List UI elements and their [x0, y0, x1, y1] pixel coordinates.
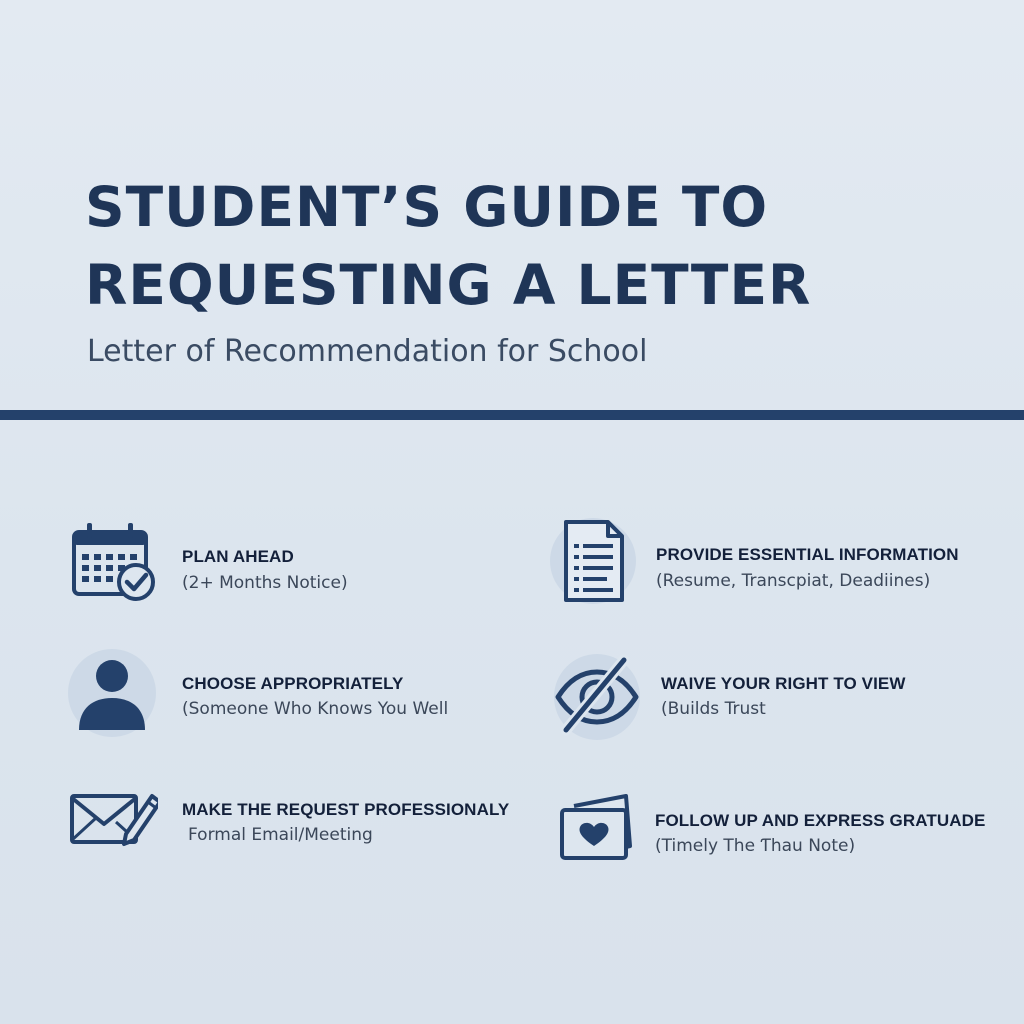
- calendar-check-icon: [66, 518, 156, 608]
- tip-subtitle: (Timely The Ƭhau Note): [655, 836, 856, 856]
- page-title-line-1: STUDENT’S GUIDE TO: [85, 175, 769, 239]
- envelope-pen-icon: [68, 778, 158, 868]
- tip-title: CHOOSE APPROPRIATELY: [182, 674, 404, 693]
- tip-title: PROVIDE ESSENTIAL INFORMATION: [656, 545, 959, 564]
- heart-card-icon: [552, 788, 642, 878]
- page-subtitle: Letter of Recommendation for School: [87, 334, 648, 369]
- tip-subtitle: (Someone Who Knows You Well: [182, 699, 449, 719]
- tip-title: WAIVE YOUR RIGHT TO VIEW: [661, 674, 906, 693]
- tip-title: MAKE THE REQUEST PROFESSIONALY: [182, 800, 510, 819]
- page-title: [85, 168, 811, 324]
- tip-title: FOLLOW UP AND EXPRESS GRATUADE: [655, 811, 986, 830]
- tip-subtitle: (2+ Months Notice): [182, 573, 348, 593]
- page-title-line-2: REQUESTING A LETTER: [85, 253, 812, 317]
- tip-title: PLAN AHEAD: [182, 547, 294, 566]
- person-icon: [67, 648, 157, 738]
- document-icon: [548, 516, 638, 606]
- header-divider: [0, 410, 1024, 420]
- tip-subtitle: (Resume, Transcpiat, Deadiines): [656, 571, 931, 591]
- eye-slash-icon: [552, 652, 642, 742]
- tip-subtitle: (Builds Trust: [661, 699, 766, 719]
- tip-subtitle: Formal Email/Meeting: [188, 825, 373, 845]
